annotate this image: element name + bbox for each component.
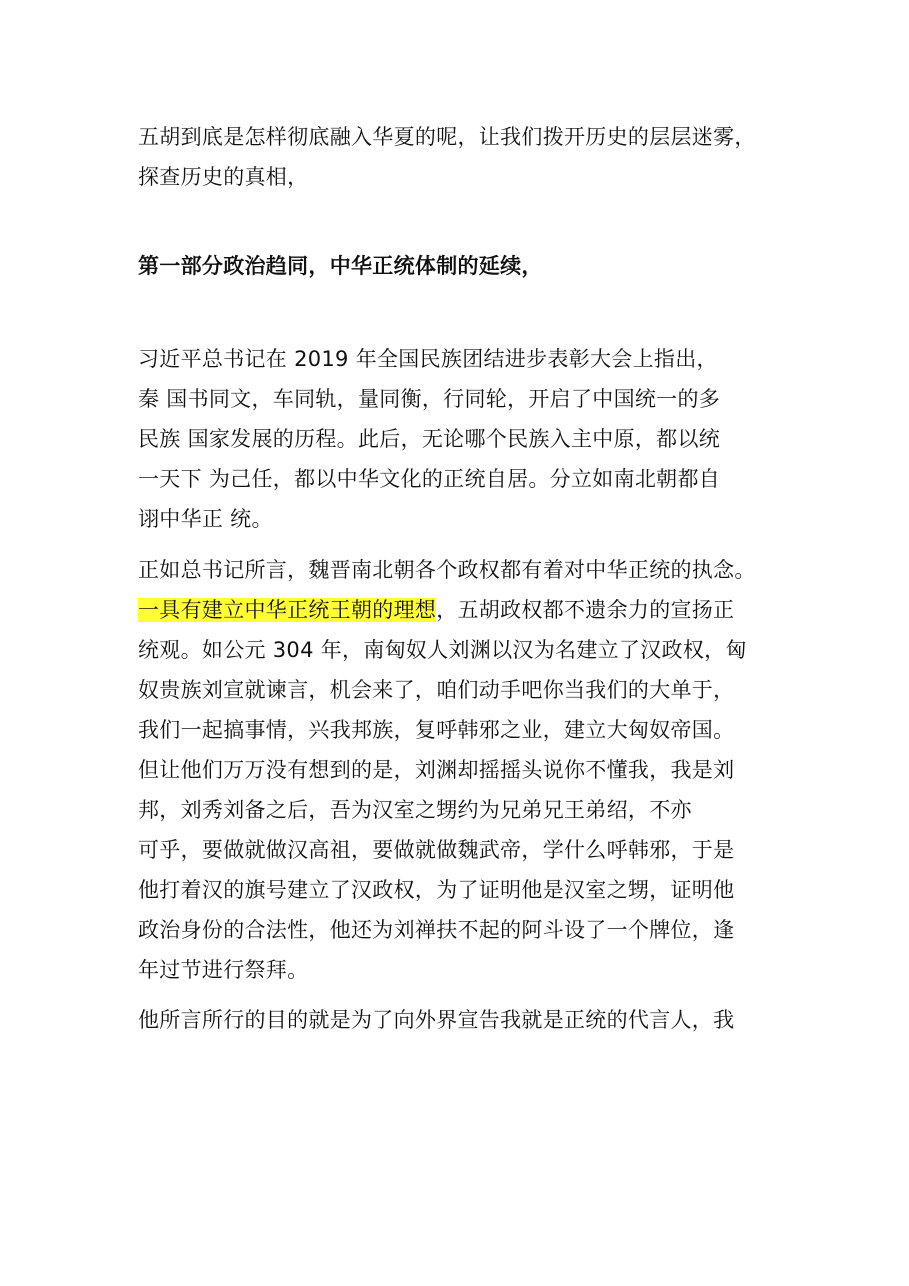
highlighted-text: 一具有建立中华正统王朝的理想 — [138, 598, 437, 622]
quote-line-2: 秦 国书同文，车同轨，量同衡，行同轮，开启了中国统一的多 — [138, 387, 721, 411]
body-line-11: 年过节进行祭拜。 — [138, 958, 309, 982]
body-line-9: 他打着汉的旗号建立了汉政权，为了证明他是汉室之甥，证明他 — [138, 878, 735, 902]
body-line-12: 他所言所行的目的就是为了向外界宣告我就是正统的代言人，我 — [138, 1008, 735, 1032]
body-line-6: 但让他们万万没有想到的是，刘渊却摇摇头说你不懂我，我是刘 — [138, 758, 735, 782]
intro-line-2: 探查历史的真相， — [138, 165, 309, 189]
body-line-4: 奴贵族刘宣就谏言，机会来了，咱们动手吧你当我们的大单于， — [138, 678, 735, 702]
quote-line-3: 民族 国家发展的历程。此后，无论哪个民族入主中原，都以统 — [138, 427, 721, 451]
body-line-7: 邦，刘秀刘备之后，吾为汉室之甥约为兄弟兄王弟绍，不亦 — [138, 798, 692, 822]
body-line-5: 我们一起搞事情，兴我邦族，复呼韩邪之业，建立大匈奴帝国。 — [138, 718, 735, 742]
body-line-3: 统观。如公元 304 年，南匈奴人刘渊以汉为名建立了汉政权，匈 — [138, 638, 747, 662]
body-line-1: 正如总书记所言，魏晋南北朝各个政权都有着对中华正统的执念。 — [138, 558, 756, 582]
body-line-2 — [138, 596, 734, 624]
body-line-10: 政治身份的合法性，他还为刘禅扶不起的阿斗设了一个牌位，逢 — [138, 918, 735, 942]
quote-line-5: 诩中华正 统。 — [138, 507, 273, 531]
intro-line-1: 五胡到底是怎样彻底融入华夏的呢，让我们拨开历史的层层迷雾， — [138, 125, 756, 149]
body-line-8: 可乎，要做就做汉高祖，要做就做魏武帝，学什么呼韩邪，于是 — [138, 838, 735, 862]
section-heading: 第一部分政治趋同，中华正统体制的延续， — [138, 254, 543, 278]
body-line-2-rest: ，五胡政权都不遗余力的宣扬正 — [436, 598, 735, 622]
quote-line-1: 习近平总书记在 2019 年全国民族团结进步表彰大会上指出， — [138, 347, 718, 371]
quote-line-4: 一天下 为己任，都以中华文化的正统自居。分立如南北朝都自 — [138, 467, 721, 491]
